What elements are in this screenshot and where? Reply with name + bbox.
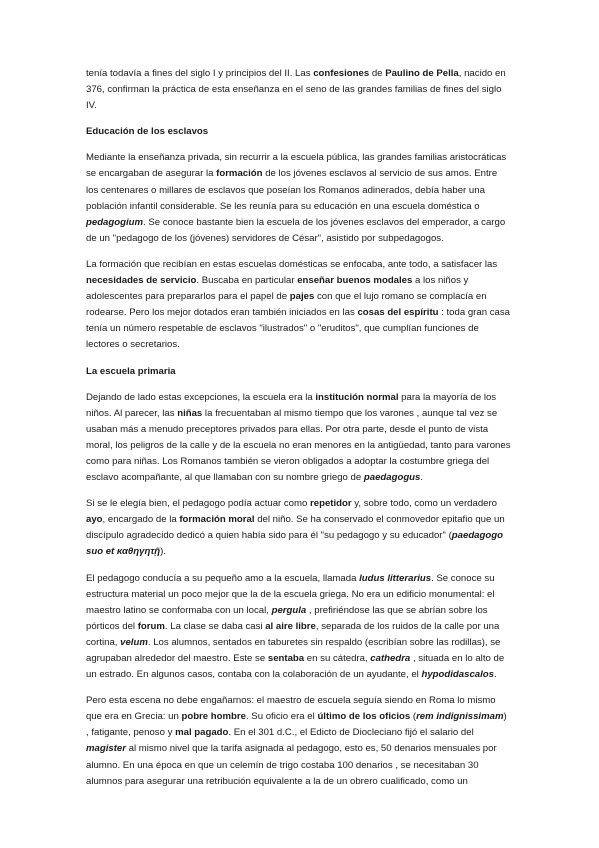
emphasis-term: paedagogus [363,472,421,484]
highlighted-term: formación moral [179,514,255,526]
text-run: para la mayoría de los niños. Al parecer, las [86,391,497,419]
emphasis-term: hypodidascalos [421,669,494,681]
text-run: al mismo nivel que la tarifa asignada al pedagogo, esto es, 50 denarios mensuales por alumno. En una época en que un celemín de trigo costaba 100 denarios , se necesitaban 30 alumnos para asegurar una retribución equivalente a la de un obrero cualificado, como un [86,743,497,787]
text-run: tenía todavía a fines del siglo I y principios del II. Las [86,68,314,79]
text-run: , encargado de la [102,514,180,526]
highlighted-term [359,573,431,584]
highlighted-term: mal pagado [175,727,229,739]
text-run: del niño. Se ha conservado el conmovedor epitafio que un discípulo agradecido dedicó a quien había sido para él "su pedagogo y su educador" ( [86,514,505,542]
highlighted-term: formación [216,168,263,180]
emphasis-term: magister [86,743,126,755]
text-run: La formación que recibían en estas escuelas domésticas se enfocaba, ante todo, a satisfacer las [86,258,498,270]
text-run: . [494,669,497,681]
body-paragraph [86,693,512,790]
text-run: Si se le elegía bien, el pedagogo podía actuar como [86,498,311,510]
text-run: . Su oficio era el [245,711,318,723]
text-run: la frecuentaban al mismo tiempo que los varones , aunque tal vez se usaban más a menudo preceptores privados para ellas. Por otra parte, desde el punto de vista moral, los peligros de la calle y de la escuela no eran menores en la antigüedad, tanto para varones como para niñas. Los Romanos también se vieron obligados a adoptar la costumbre griega del esclavo acompañante, al que llamaban con su nombre griego de [86,407,511,484]
text-run: . Se conoce bastante bien la escuela de los jóvenes esclavos del emperador, a cargo de un "pedagogo de los (jóvenes) servidores de César", asistido por subpedagogos. [86,216,506,244]
text-run: , nacido en 376, confirman la práctica de esta enseñanza en el seno de las grandes familias de fines del siglo IV. [86,68,506,112]
emphasis-term: velum [120,636,148,648]
highlighted-term [416,711,503,722]
emphasis-term: paedagogo suo et καθηγητῇ [86,530,503,558]
highlighted-term [86,743,126,754]
text-run: Mediante la enseñanza privada, sin recurrir a la escuela pública, las grandes familias aristocráticas se encargaban de asegurar la [86,152,507,180]
text-run: : toda gran casa tenía un número respetable de esclavos "ilustrados" o "eruditos", que cumplían funciones de lectores o secretarios. [86,307,510,351]
text-run: . Se conoce su estructura material un poco mejor que la de la escuela griega. No era un edificio monumental: el maestro latino se conformaba con un local, [86,572,495,616]
emphasis-term: cathedra [370,653,411,664]
highlighted-term [120,637,148,648]
highlighted-term [363,472,424,484]
highlighted-term: cosas del espíritu [357,307,439,319]
text-run: de los jóvenes esclavos al servicio de sus amos. Entre los centenares o millares de esclavos que poseían los Romanos adinerados, debía haber una población infantil considerable. Se les reunía para su educación en una escuela doméstica o [86,168,498,212]
highlighted-term: sentaba [267,653,305,664]
highlighted-term [370,653,410,664]
body-paragraph [86,66,512,114]
highlighted-term: pajes [289,291,315,303]
text-run: . [420,472,424,484]
text-run: , separada de los ruidos de la calle por una cortina, [86,620,500,648]
text-run: . Los alumnos, sentados en taburetes sin respaldo (escribían sobre las rodillas), se agrupaban alrededor del maestro. Este se [86,636,501,664]
highlighted-term: forum [137,620,165,632]
highlighted-term: ayo [86,514,103,526]
body-paragraph [86,257,512,354]
highlighted-term: al aire libre [265,620,316,632]
body-paragraph [86,390,512,487]
section-heading [86,364,512,380]
highlighted-term: institución normal [315,391,399,403]
text-run: . En el 301 d.C., el Edicto de Diocleciano fijó el salario del [228,727,474,739]
text-run: Pero esta escena no debe engañarnos: el maestro de escuela seguía siendo en Roma lo mismo que era en Grecia: un [86,695,496,723]
body-paragraph [86,150,512,247]
emphasis-term: pedagogium [86,216,144,228]
highlighted-term: necesidades de servicio [86,275,197,287]
emphasis-term: ludus litterarius [359,572,432,584]
highlighted-term [86,217,143,228]
emphasis-term: rem indignissimam [416,711,504,723]
text-run: ). [160,546,166,558]
highlighted-term: confesiones [313,68,370,79]
highlighted-term: pobre hombre [181,711,246,723]
text-run: con que el lujo romano se complacía en rodearse. Pero los mejor dotados eran también iniciados en las [86,291,487,319]
body-paragraph [86,571,512,684]
text-run: y, sobre todo, como un verdadero [351,498,498,510]
text-run: ( [410,711,417,723]
highlighted-term: niñas [177,407,203,419]
text-run: en su cátedra, [304,653,371,664]
text-run: de [369,68,386,79]
highlighted-term [272,605,307,616]
highlighted-term: enseñar buenos modales [297,275,413,287]
text-run: , prefiriéndose las que se abrían sobre los pórticos del [86,604,488,632]
text-run: La escuela primaria [86,365,176,377]
text-run: a los niños y adolescentes para prepararlos para el papel de [86,275,469,303]
body-paragraph [86,496,512,560]
highlighted-term: repetidor [310,498,352,510]
text-run: El pedagogo conducía a su pequeño amo a la escuela, llamada [86,572,360,584]
document-page [86,66,512,800]
text-run: Dejando de lado estas excepciones, la escuela era la [86,391,316,403]
highlighted-term [421,669,494,680]
text-run: Educación de los esclavos [86,126,209,138]
emphasis-term: pergula [271,604,307,616]
text-run: ) , fatigante, penoso y [86,711,507,739]
text-run: . Buscaba en particular [196,275,298,287]
text-run: , situada en lo alto de un estrado. En algunos casos, contaba con la colaboración de un ayudante, el [86,653,505,681]
highlighted-term: último de los oficios [317,711,411,723]
section-heading [86,124,512,140]
highlighted-term: Paulino de Pella [385,68,459,79]
text-run: . La clase se daba casi [164,620,266,632]
